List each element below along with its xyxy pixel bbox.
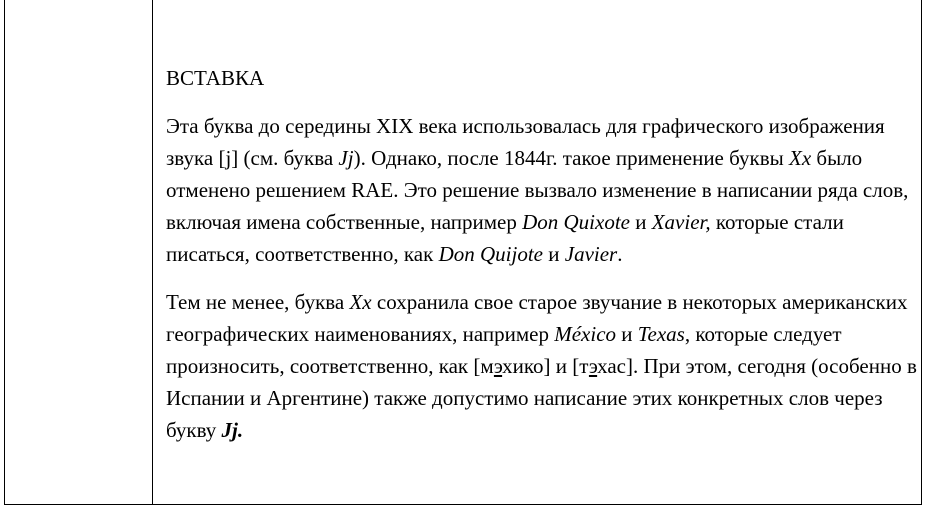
paragraph-history xyxy=(166,110,918,270)
underlined-run: э xyxy=(493,354,503,378)
text-run: Тем не менее, буква xyxy=(166,290,350,314)
italic-run: Texas xyxy=(637,322,685,346)
section-heading: ВСТАВКА xyxy=(166,66,265,90)
table-right-column xyxy=(154,0,921,504)
table-left-column xyxy=(5,0,153,504)
paragraph-pronunciation xyxy=(166,286,918,446)
italic-run: Don Quixote xyxy=(522,210,630,234)
text-run: и xyxy=(543,242,565,266)
text-run: которые стали писаться, соответственно, как xyxy=(166,210,844,266)
text-run: . xyxy=(617,242,623,266)
text-run: хико] и [т xyxy=(502,354,589,378)
text-run: сохранила свое старое звучание в некоторых американских географических наименованиях, например xyxy=(166,290,908,346)
italic-run: Xx xyxy=(789,146,812,170)
text-run: , которые следует произносить, соответственно, как [м xyxy=(166,322,842,378)
text-run: ). Однако, после 1844г. такое применение буквы xyxy=(353,146,789,170)
text-run: было отменено решением RAE. Это решение вызвало изменение в написании ряда слов, включая имена собственные, например xyxy=(166,146,909,234)
text-run: Эта буква до середины XIX века использовалась для графического изображения звука [j] (см. буква xyxy=(166,114,885,170)
italic-run: Don Quijote xyxy=(438,242,543,266)
italic-run: Xavier, xyxy=(651,210,711,234)
table-frame xyxy=(4,0,922,505)
text-run: и xyxy=(616,322,638,346)
text-run: хас]. При этом, сегодня (особенно в Испании и Аргентине) также допустимо написание этих конкретных слов через букву xyxy=(166,354,917,442)
italic-run: Javier xyxy=(564,242,618,266)
bold-italic-run: Jj. xyxy=(221,418,244,442)
document-content xyxy=(166,62,918,446)
italic-run: Jj xyxy=(338,146,354,170)
italic-run: Xx xyxy=(349,290,372,314)
italic-run: México xyxy=(554,322,617,346)
text-run: и xyxy=(629,210,652,234)
underlined-run: э xyxy=(588,354,598,378)
